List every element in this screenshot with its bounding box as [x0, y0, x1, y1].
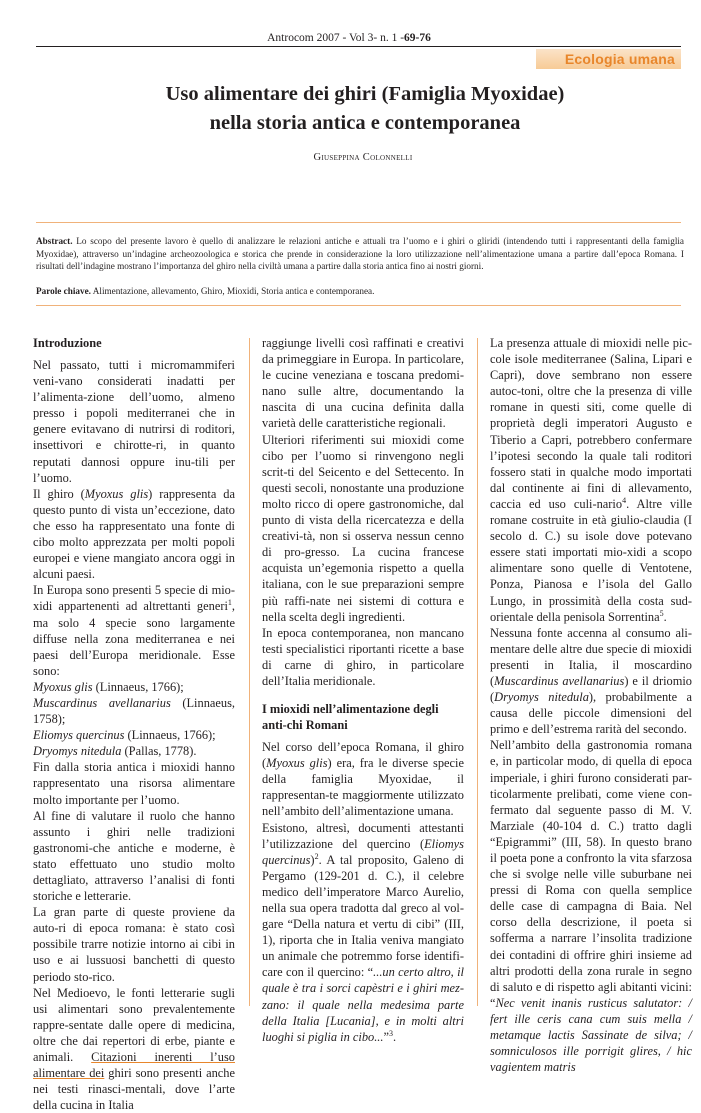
column-3 [490, 335, 692, 1075]
paragraph: In Europa sono presenti 5 specie di mio-xidi appartenenti ad altrettanti generi$^1$, ma solo 4 specie sono largamente diffuse nella zona mediterranea e nei paesi dell’Europa meridionale. Esse sono: [33, 583, 235, 678]
title-line-1: Uso alimentare dei ghiri (Famiglia Myoxidae) [165, 83, 565, 105]
footnote-ref: 5 [659, 608, 664, 618]
paragraph: Il ghiro (Myoxus glis) rappresenta da questo punto di vista un’eccezione, dato che esso ha rappresentato una fonte di cibo molto apprezzata per molti popoli europei e viene mangiato ancora oggi in alcuni paesi. [33, 486, 235, 582]
author: Giuseppina Colonnelli [313, 152, 413, 163]
paragraph: Al fine di valutare il ruolo che hanno assunto i ghiri nelle tradizioni gastronomi-che antiche e moderne, è stato effettuato uno studio molto dettagliato, attraverso l’analisi di fonti storiche e letterarie. [33, 808, 235, 904]
paragraph: Ulteriori riferimenti sui mioxidi come cibo per l’uomo si rinvengono negli scrit-ti del Seicento e del Settecento. In questi secoli, nonostante una produzione molto ricco di opere gastronomiche, dal punto di vista della ricercatezza e della creativi-tà, non si osserva nessun cenno di pro-gresso. La cucina francese acquista un’egemonia rispetto a quella italiana, con le sue preparazioni sempre più raffi-nate nei sistemi di cottura e nella scelta degli ingredienti. [262, 432, 464, 624]
paragraph: Nell’ambito della gastronomia romana e, in particolar modo, di quella di epoca imperiale, i ghiri furono considerati par-ticolarmente prelibati, come viene con-fermato dal seguente passo di M. V. Marziale (40-104 d. C.) tratto dagli “Epigrammi” (III, 58). In questo brano il poeta pone a confronto la vita sfarzosa che si svolge nelle ville suburbane nei pressi di Roma con quella semplice delle case di campagna di Baia. Nel corso della descrizione, il poeta si sofferma a narrare l’insolita tradizione dei contadini di offrire ghiri insieme ad altri prodotti della zona rurale in segno di saluto e di rispetto agli abitanti vicini: “Nec venit inanis rusticus salutator: / fert ille ceris cana cum suis mella / metamque lactis Sassinate de silva; / somniculosos ille porrigit glires, / hic vagientem matris [490, 738, 692, 1075]
section-heading-romani: I mioxidi nell’alimentazione degli anti-chi Romani [262, 702, 439, 733]
paragraph: Esistono, altresì, documenti attestanti l’utilizzazione del quercino (Eliomys quercinus)$^2$. A tal proposito, Galeno di Pergamo (129-201 d. C.), il celebre medico dell’imperatore Marco Aurelio, nella sua opera tradotta dal greco al vol-gare “Della natura et vertu di cibi” (III, 1), riporta che in Italia veniva mangiato un animale che potremmo forse identifi-care con il quercino: “...un certo altro, il quale è tra i sorci capèstri e i ghiri mez-zano: il quale nella medesima parte della Italia [Lucania], e in molti altri luoghi si piglia in cibo...”$^3$. [262, 820, 464, 1044]
citation-text: Antrocom 2007 - Vol 3- n. 1 - [267, 32, 405, 44]
quotation: Nec venit inanis rusticus salutator: / fert ille ceris cana cum suis mella / metamque lactis Sassinate de silva; / somniculosos ille porrigit glires, / hic vagientem matris [490, 995, 692, 1075]
title-line-2: nella storia antica e contemporanea [209, 112, 521, 134]
paragraph: La presenza attuale di mioxidi nelle pic-cole isole mediterranee (Salina, Lipari e Capri), dove sembrano non essere autoc-toni, oltre che la presenza di ville romane in questi siti, come quelle di proprietà degli imperatori Augusto e Tiberio a Capri, potrebbero confermare l’ipotesi secondo la quale tali roditori fossero stati in qualche modo importati dal continente ai fini di allevamento, caccia ed uso culi-nario$^4$. Altre ville romane costruite in età giulio-claudia (I secolo d. C.) su isole dove potevano essere stati importati mio-xidi a scopo alimentare sono quelle di Ventotene, Ponza, Pianosa e l’isola del Gallo Lungo, in prossimità della costa sud-orientale della penisola Sorrentina$^5$. [490, 336, 692, 624]
column-2 [262, 335, 464, 1045]
column-divider-2 [477, 338, 478, 1006]
header-rule [36, 46, 681, 47]
footnote-ref: 1 [227, 598, 232, 608]
paragraph: Nel Medioevo, le fonti letterarie sugli usi alimentari sono prevalentemente rappre-sentate dalle opere di medicina, oltre che dai repertori di erbe, piante e animali. Citazioni inerenti l’uso alimentare dei ghiri sono presenti anche nei testi rinasci-mentali, dove l’arte della cucina in Italia [33, 985, 235, 1113]
species-item: Dryomys nitedula (Pallas, 1778). [33, 744, 197, 759]
footnote-ref: 3 [389, 1028, 393, 1038]
abstract-bottom-rule [36, 305, 681, 306]
paragraph: In epoca contemporanea, non mancano testi specialistici riportanti ricette a base di carne di ghiro, in particolare dell’Italia meridionale. [262, 625, 464, 688]
paragraph: La gran parte di queste proviene da auto-ri di epoca romana: è stato così possibile trarre notizie intorno ai cibi in uso e ai lussuosi banchetti di questo periodo sto-rico. [33, 905, 235, 984]
section-tag [536, 49, 681, 69]
abstract-text: Lo scopo del presente lavoro è quello di analizzare le relazioni antiche e attuali tra l’uomo e i ghiri o gliridi (intendendo tutti i rappresentanti della famiglia Myoxidae), attraverso un’indagine archeozoologica e storica che prende in considerazione la loro utilizzazione nell’alimentazione umana a partire dall’epoca Romana. I risultati dell’indagine mostrano l’importanza del ghiro nella civiltà umana a partire dalla storia antica fino ai nostri giorni. [36, 236, 685, 271]
paragraph: raggiunge livelli così raffinati e creativi da primeggiare in Europa. In particolare, le cucine veneziana e toscana predomi-nano sulle altre, documentando la nascita di una cucina definita dalla varietà delle caratteristiche regionali. [262, 336, 464, 431]
footnote-ref: 2 [314, 851, 319, 861]
page-range: 69-76 [404, 32, 431, 44]
paragraph: Nel corso dell’epoca Romana, il ghiro (Myoxus glis) era, fra le diverse specie della famiglia Myoxidae, il rappresentan-te maggiormente utilizzato nell’ambito dell’alimentazione umana. [262, 740, 464, 819]
paragraph: Nel passato, tutti i micromammiferi veni-vano considerati inadatti per l’alimenta-zione dell’uomo, almeno presso i popoli mediterranei che in genere evitavano di nutrirsi di roditori, insettivori e chirotte-ri, in quanto reputati dannosi oppure inu-tili per l’uomo. [33, 358, 235, 485]
section-heading-introduzione: Introduzione [33, 336, 102, 350]
underlined-text: Citazioni inerenti l’uso alimentare dei [33, 1050, 235, 1081]
keywords-text: Alimentazione, allevamento, Ghiro, Mioxidi, Storia antica e contemporanea. [92, 286, 375, 296]
keywords [36, 285, 684, 298]
paragraph: Nessuna fonte accenna al consumo ali-mentare delle altre due specie di mioxidi presenti in Italia, il moscardino (Muscardinus avellanarius) e il driomio (Dryomys nitedula), probabilmente a causa delle piccole dimensioni del primo e dell’estrema rarità del secondo. [490, 625, 692, 737]
journal-citation [0, 32, 698, 44]
keywords-label: Parole chiave. [36, 286, 91, 296]
column-divider-1 [249, 338, 250, 1006]
column-1 [33, 335, 235, 1113]
quotation: ...un certo altro, il quale è tra i sorci capèstri e i ghiri mez-zano: il quale nella medesima parte della Italia [Lucania], e in molti altri luoghi si piglia in cibo... [262, 965, 464, 1044]
section-label: Ecologia umana [564, 51, 675, 67]
species-item: Myoxus glis (Linnaeus, 1766); [33, 679, 184, 694]
article-title [0, 80, 701, 138]
paragraph: Fin dalla storia antica i mioxidi hanno rappresentato una risorsa alimentare molto importante per l’uomo. [33, 760, 235, 807]
abstract-label: Abstract. [36, 236, 73, 246]
footnote-ref: 4 [622, 495, 627, 505]
species-item: Muscardinus avellanarius (Linnaeus, 1758); [33, 695, 235, 727]
abstract [36, 235, 684, 273]
abstract-top-rule [36, 222, 681, 223]
species-item: Eliomys quercinus (Linnaeus, 1766); [33, 728, 216, 743]
